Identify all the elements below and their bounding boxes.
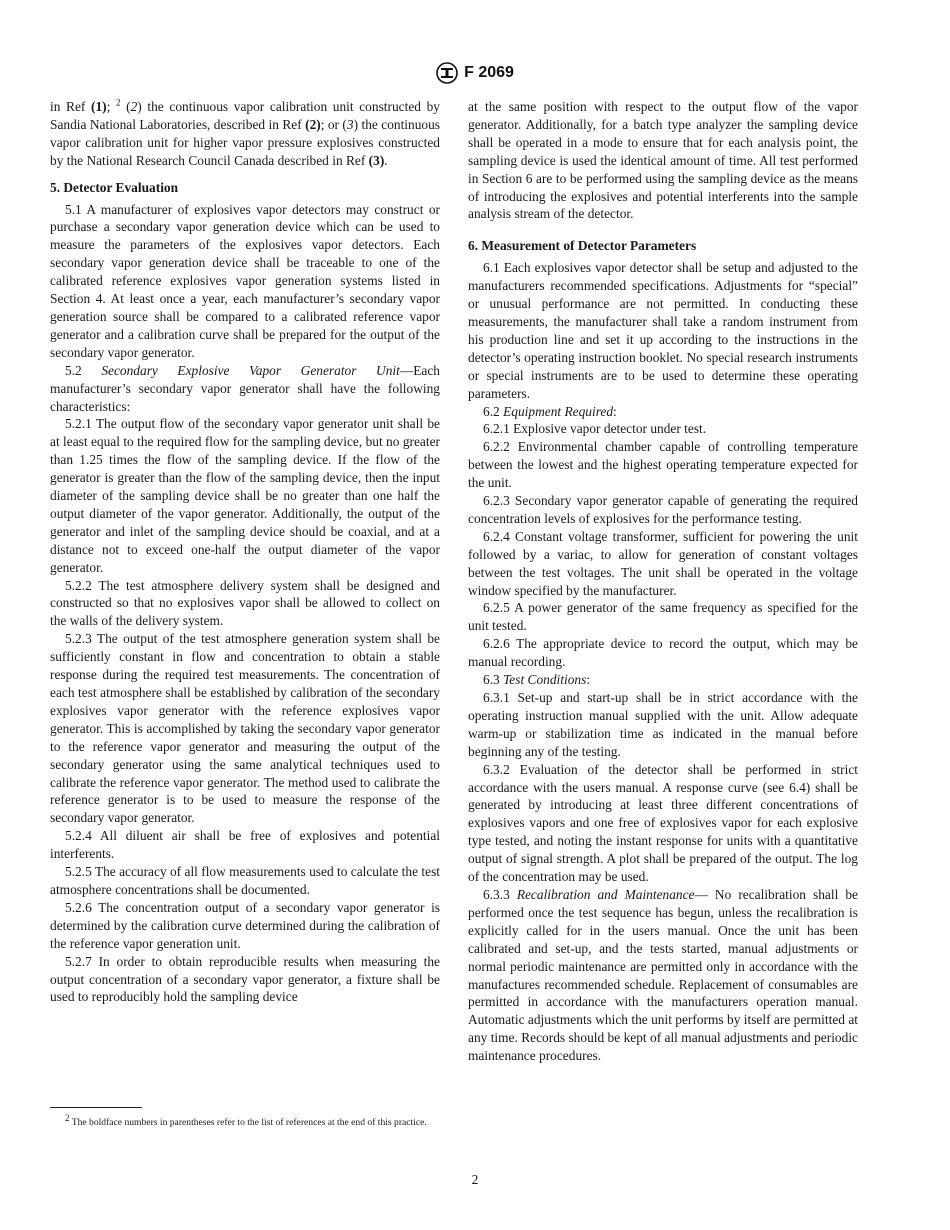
page-header: [0, 62, 950, 84]
paragraph-5-2-4: 5.2.4 All diluent air shall be free of explosives and potential interferents.: [50, 828, 440, 862]
paragraph-5-2-5: 5.2.5 The accuracy of all flow measurements used to calculate the test atmosphere concentrations shall be documented.: [50, 864, 440, 897]
footnote-divider: [50, 1107, 142, 1108]
intro-paragraph: in Ref (1); $^2$ (2) the continuous vapor calibration unit constructed by Sandia National Laboratories, described in Ref (2); or (3) the continuous vapor calibration unit for higher vapor pressure explosives constructed by the National Research Council Canada described in Ref (3).: [50, 97, 441, 168]
paragraph-6-2-5: 6.2.5 A power generator of the same frequency as specified for the unit tested.: [468, 600, 858, 634]
left-column: [50, 98, 440, 1006]
paragraph-6-3-2: 6.3.2 Evaluation of the detector shall be performed in strict accordance with the users manual. A response curve (see 6.4) shall be generated by introducing at least three different concentrations of explosives vapors and one free of explosives vapor for each explosive type tested, and noting the instant response for units with a quantitative output of signal strength. A plot shall be prepared of the output. The log of the concentration may be used.: [468, 761, 858, 885]
paragraph-6-2-6: 6.2.6 The appropriate device to record the output, which may be manual recording.: [468, 636, 858, 670]
paragraph-5-2-2: 5.2.2 The test atmosphere delivery system shall be designed and constructed so that no explosives vapor shall be allowed to collect on the walls of the delivery system.: [50, 577, 440, 629]
paragraph-6-2-2: 6.2.2 Environmental chamber capable of controlling temperature between the lowest and the highest operating temperature expected for the unit.: [468, 439, 858, 491]
continued-paragraph: at the same position with respect to the output flow of the vapor generator. Additionally, for a batch type analyzer the sampling device shall be operated in a mode to ensure that for each analysis point, the sampling device is used the identical amount of time. All test performed in Section 6 are to be performed using the sampling device as the means of introducing the explosives and potential interferents into the sample analysis stream of the detector.: [468, 99, 858, 222]
paragraph-6-2-1: 6.2.1 Explosive vapor detector under test.: [483, 421, 707, 437]
document-number: F 2069: [464, 64, 514, 81]
paragraph-6-3: 6.3 Test Conditions:: [483, 672, 591, 688]
section-5-heading: 5. Detector Evaluation: [50, 179, 179, 195]
paragraph-5-2-3: 5.2.3 The output of the test atmosphere generation system shall be sufficiently constant in flow and concentration to obtain a stable response during the required test measurements. The concentration of each test atmosphere shall be established by calibration of the secondary explosives vapor generator with the reference explosives vapor generator. This is accomplished by taking the secondary vapor generator to the reference vapor generator and measuring the output of the secondary generator using the same analytical techniques used to calibrate the reference vapor generator. The method used to calibrate the reference generator is to be used to measure the response of the secondary vapor generator.: [50, 631, 440, 826]
right-column: [468, 98, 858, 1065]
paragraph-5-2-6: 5.2.6 The concentration output of a secondary vapor generator is determined by the calibration curve determined during the calibration of the reference vapor generation unit.: [50, 899, 440, 951]
paragraph-5-2-1: 5.2.1 The output flow of the secondary vapor generator unit shall be at least equal to the required flow for the sampling device, but no greater than 1.25 times the flow of the sampling device. If the flow of the generator is greater than the flow of the sampling device, then the input diameter of the sampling device shall be no greater than one half the output diameter of the vapor generator. Additionally, the output of the generator and inlet of the sampling device should be coaxial, and at a distance not to exceed one-half the output diameter of the vapor generator.: [50, 416, 440, 575]
paragraph-6-2-4: 6.2.4 Constant voltage transformer, sufficient for powering the unit followed by a variac, to allow for generation of constant voltages between the test voltages. The unit shall be operated in the voltage window specified by the manufacturer.: [468, 528, 858, 598]
section-6-heading: 6. Measurement of Detector Parameters: [468, 238, 697, 254]
page-number: 2: [471, 1172, 479, 1187]
paragraph-5-1: 5.1 A manufacturer of explosives vapor detectors may construct or purchase a secondary vapor generation device which can be used to measure the parameters of the explosives vapor detectors. Each secondary vapor generation device shall be traceable to one of the calibrated reference explosives vapor generation systems listed in Section 4. At least once a year, each manufacturer’s secondary vapor generation source shall be compared to a calibrated reference vapor generator and a calibration curve shall be prepared for the output of the secondary vapor generator.: [50, 201, 440, 360]
footnote: $^2$ The boldface numbers in parentheses refer to the list of references at the end of this practice.: [65, 1112, 427, 1128]
paragraph-6-3-1: 6.3.1 Set-up and start-up shall be in strict accordance with the operating instruction manual supplied with the unit. Allow adequate warm-up or stabilization time as indicated in the manual before beginning any of the testing.: [468, 690, 858, 759]
paragraph-6-1: 6.1 Each explosives vapor detector shall be setup and adjusted to the manufacturers recommended specifications. Adjustments for “special” or unusual performance are not permitted. In conducting these measurements, the manufacturer shall take a random instrument from his production line and set it up according to the instructions in the detector’s operating instruction booklet. No special research instruments or special instruments are to be used to determine these operating parameters.: [468, 260, 858, 401]
paragraph-6-2-3: 6.2.3 Secondary vapor generator capable of generating the required concentration levels of explosives for the performance testing.: [468, 493, 858, 526]
astm-logo-icon: [436, 62, 458, 84]
paragraph-5-2: 5.2 Secondary Explosive Vapor Generator Unit—Each manufacturer’s secondary vapor generator shall have the following characteristics:: [50, 362, 440, 414]
paragraph-6-3-3: 6.3.3 Recalibration and Maintenance— No recalibration shall be performed once the test sequence has begun, unless the recalibration is explicitly called for in the users manual. Once the unit has been calibrated and set-up, and the tests started, manual adjustments or normal periodic maintenance are permitted only in accordance with the manufactures recommended schedule. Replacement of consumables are permitted in accordance with the manufacturers operation manual. Automatic adjustments which the unit performs by itself are permitted at any time. Records should be kept of all manual adjustments and periodic maintenance procedures.: [468, 886, 858, 1064]
paragraph-5-2-7: 5.2.7 In order to obtain reproducible results when measuring the output concentration of a secondary vapor generator, a fixture shall be used to reproducibly hold the sampling device: [50, 953, 440, 1005]
paragraph-6-2: 6.2 Equipment Required:: [483, 403, 617, 419]
